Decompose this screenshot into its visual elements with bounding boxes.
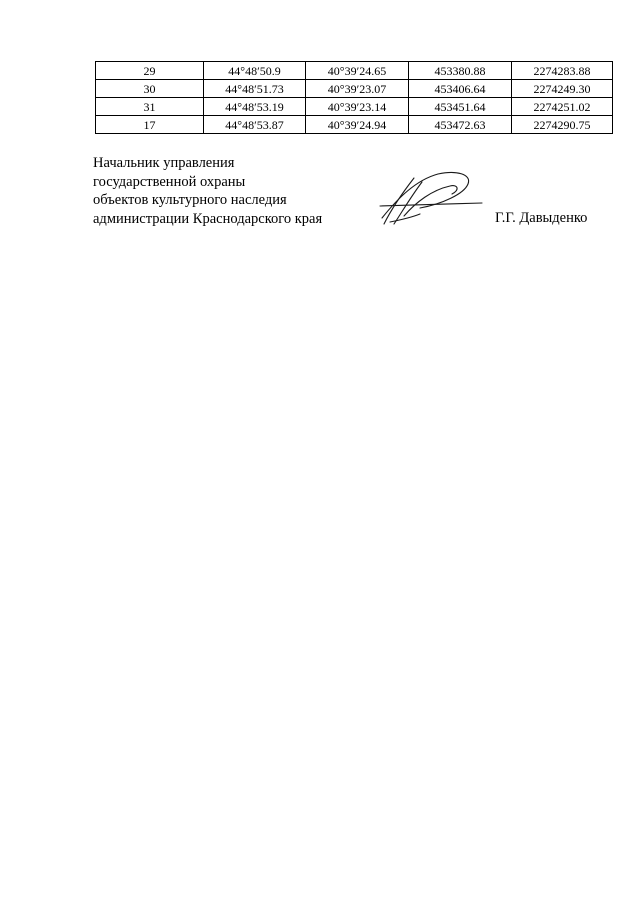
longitude-cell: 40°39′24.65: [306, 62, 409, 80]
y-coordinate-cell: 2274290.75: [512, 116, 613, 134]
table-row: [96, 98, 613, 116]
x-coordinate-cell: 453406.64: [409, 80, 512, 98]
table-row: [96, 80, 613, 98]
point-number-cell: 30: [96, 80, 204, 98]
latitude-cell: 44°48′50.9: [204, 62, 306, 80]
latitude-cell: 44°48′51.73: [204, 80, 306, 98]
coordinates-table: [95, 61, 613, 134]
table-row: [96, 116, 613, 134]
longitude-cell: 40°39′23.14: [306, 98, 409, 116]
x-coordinate-cell: 453451.64: [409, 98, 512, 116]
signer-name: Г.Г. Давыденко: [495, 210, 588, 226]
y-coordinate-cell: 2274283.88: [512, 62, 613, 80]
point-number-cell: 31: [96, 98, 204, 116]
latitude-cell: 44°48′53.87: [204, 116, 306, 134]
longitude-cell: 40°39′24.94: [306, 116, 409, 134]
position-line: объектов культурного наследия: [93, 192, 287, 208]
handwritten-signature: [376, 168, 484, 226]
y-coordinate-cell: 2274251.02: [512, 98, 613, 116]
x-coordinate-cell: 453380.88: [409, 62, 512, 80]
position-line: администрации Краснодарского края: [93, 210, 323, 227]
official-position: [93, 154, 322, 228]
y-coordinate-cell: 2274249.30: [512, 80, 613, 98]
x-coordinate-cell: 453472.63: [409, 116, 512, 134]
position-line: Начальник управления: [93, 155, 235, 171]
table-row: [96, 62, 613, 80]
point-number-cell: 17: [96, 116, 204, 134]
position-line: государственной охраны: [93, 173, 246, 190]
longitude-cell: 40°39′23.07: [306, 80, 409, 98]
latitude-cell: 44°48′53.19: [204, 98, 306, 116]
point-number-cell: 29: [96, 62, 204, 80]
